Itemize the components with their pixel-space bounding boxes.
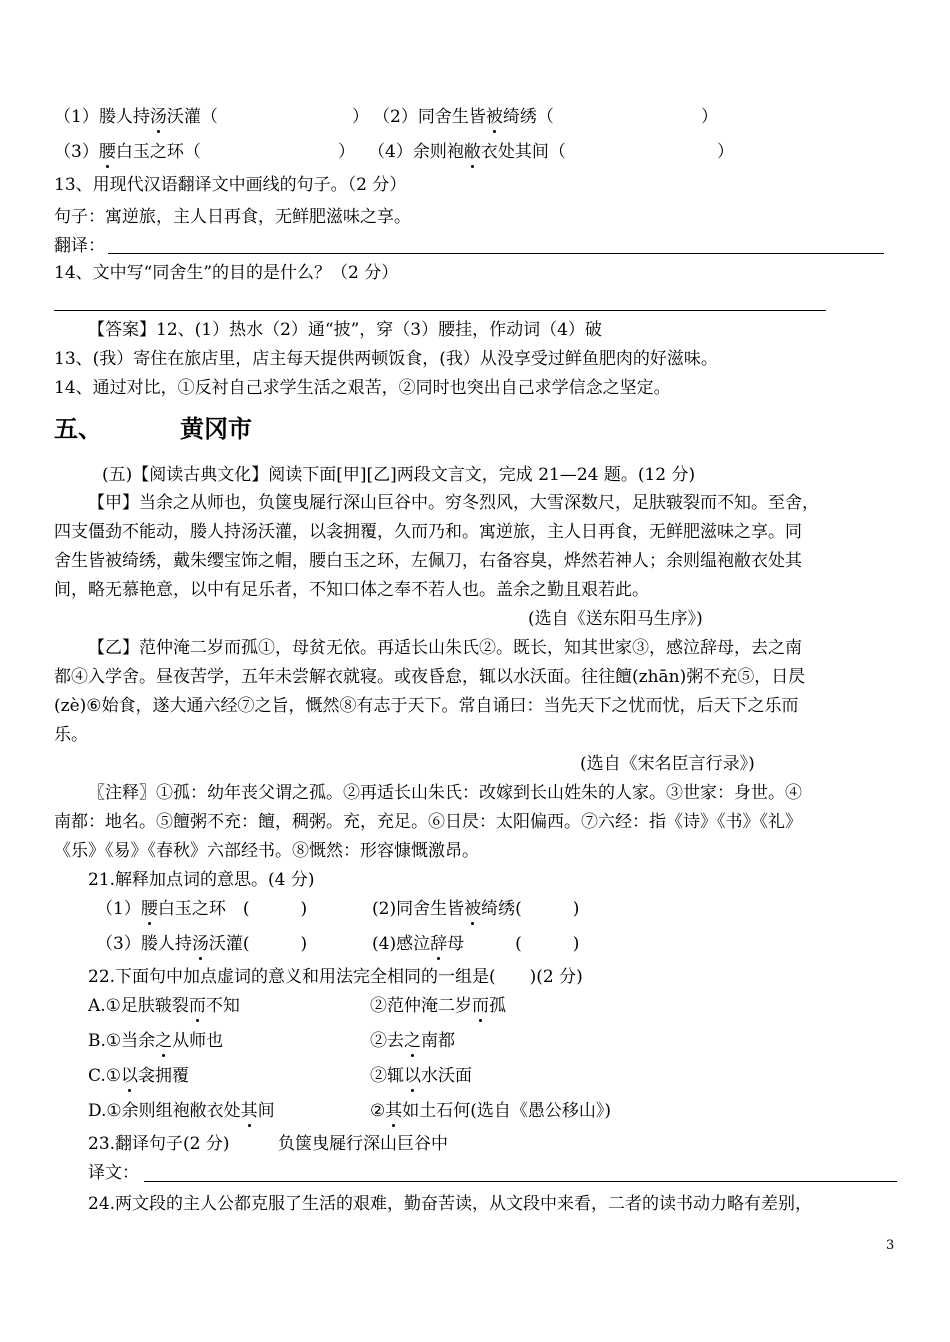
q22-option-c-right: ②辄以水沃面: [370, 1066, 472, 1086]
answer-blank-line: [54, 310, 826, 311]
q12-item-4-close: ）: [717, 142, 734, 162]
passage-yi-line: 都④入学舍。昼夜苦学，五年未尝解衣就寝。或夜昏怠，辄以水沃面。往往饘(zhān)粥不充⑤，日昃: [54, 667, 806, 687]
q22-option-d-right: ②其如土石何(选自《愚公移山》): [370, 1101, 612, 1121]
notes-line: 《乐》《易》《春秋》六部经书。⑧慨然：形容慷慨激昂。: [54, 841, 479, 861]
q23-stem: 23.翻译句子(2 分): [88, 1134, 230, 1154]
q12-item-1: （1）媵人持汤沃灌（: [54, 107, 218, 127]
dotted-char: 汤: [191, 934, 209, 954]
q23-translate-label: 译文：: [88, 1163, 139, 1183]
section-number: 五、: [54, 415, 102, 443]
dotted-char: 其: [385, 1101, 403, 1121]
dotted-char: 辞: [430, 934, 448, 954]
passage-jia-line: 舍生皆被绮绣，戴朱缨宝饰之帽，腰白玉之环，左佩刀，右备容臭，烨然若神人；余则缊袍敝衣处其: [54, 551, 802, 571]
passage-jia-line: 四支僵劲不能动，媵人持汤沃灌，以衾拥覆，久而乃和。寓逆旅，主人日再食，无鲜肥滋味之享。同: [54, 522, 802, 542]
passage-jia-line: 间，略无慕艳意，以中有足乐者，不知口体之奉不若人也。盖余之勤且艰若此。: [54, 580, 649, 600]
passage-yi-line: 【乙】范仲淹二岁而孤①，母贫无依。再适长山朱氏②。既长，知其世家③，感泣辞母，去之南: [88, 638, 802, 658]
dotted-char: 腰: [98, 142, 116, 162]
q12-item-3-close: ）: [338, 142, 355, 162]
q22-option-a-left: A.①足肤皲裂而不知: [88, 996, 240, 1016]
q21-item-4: (4)感泣辞母 ( ): [372, 934, 580, 954]
passage-jia-source: (选自《送东阳马生序》): [528, 609, 703, 629]
dotted-char: 其: [240, 1101, 258, 1121]
answer-blank-line: [108, 253, 884, 254]
q12-item-1-close: ）: [352, 107, 369, 127]
q21-item-1: （1）腰白玉之环 ( ): [96, 899, 308, 919]
q12-item-3: （3）腰白玉之环（: [54, 142, 201, 162]
q24-stem: 24.两文段的主人公都克服了生活的艰难，勤奋苦读，从文段中来看，二者的读书动力略有差别，: [88, 1194, 813, 1214]
dotted-char: 而: [472, 996, 489, 1016]
dotted-char: 以: [121, 1066, 139, 1086]
answer-12: 【答案】12、(1）热水（2）通“披”，穿（3）腰挂，作动词（4）破: [88, 320, 602, 340]
dotted-char: 被: [464, 899, 482, 919]
q12-item-2-close: ）: [701, 107, 718, 127]
dotted-char: 而: [188, 996, 206, 1016]
passage-jia-line: 【甲】当余之从师也，负箧曳屣行深山巨谷中。穷冬烈风，大雪深数尺，足肤皲裂而不知。至舍，: [88, 493, 819, 513]
dotted-char: 以: [404, 1066, 421, 1086]
q14-stem: 14、文中写“同舍生”的目的是什么？（2 分）: [54, 263, 399, 283]
q13-translate-label: 翻译：: [54, 236, 105, 256]
q21-item-2: (2)同舍生皆被绮绣( ): [372, 899, 580, 919]
q12-item-2: （2）同舍生皆被绮绣（: [373, 107, 554, 127]
dotted-char: 之: [155, 1031, 173, 1051]
q22-option-b-right: ②去之南都: [370, 1031, 455, 1051]
q22-stem: 22.下面句中加点虚词的意义和用法完全相同的一组是( )(2 分): [88, 967, 583, 987]
q13-stem: 13、用现代汉语翻译文中画线的句子。（2 分）: [54, 175, 407, 195]
page-number: 3: [886, 1238, 895, 1253]
dotted-char: 之: [404, 1031, 421, 1051]
q12-item-4: （4）余则袍敝衣处其间（: [368, 142, 566, 162]
passage-intro: (五)【阅读古典文化】阅读下面[甲][乙]两段文言文，完成 21—24 题。(12 分): [102, 465, 696, 485]
answer-14: 14、通过对比，①反衬自己求学生活之艰苦，②同时也突出自己求学信念之坚定。: [54, 378, 671, 398]
q21-item-3: （3）媵人持汤沃灌( ): [96, 934, 308, 954]
q23-sentence: 负箧曳屣行深山巨谷中: [278, 1134, 448, 1154]
q21-stem: 21.解释加点词的意思。(4 分): [88, 870, 315, 890]
dotted-char: 腰: [140, 899, 158, 919]
passage-yi-line: (zè)⑥始食，遂大通六经⑦之旨，慨然⑧有志于天下。常自诵曰：当先天下之忧而忧，后天下之乐而: [54, 696, 799, 716]
passage-yi-line: 乐。: [54, 725, 88, 745]
section-title: 黄冈市: [180, 415, 252, 443]
q22-option-a-right: ②范仲淹二岁而孤: [370, 996, 506, 1016]
q13-sentence: 句子：寓逆旅，主人日再食，无鲜肥滋味之享。: [54, 207, 411, 227]
q22-option-b-left: B.①当余之从师也: [88, 1031, 224, 1051]
answer-13: 13、(我）寄住在旅店里，店主每天提供两顿饭食，(我）从没享受过鲜鱼肥肉的好滋味。: [54, 349, 718, 369]
notes-line: 〖注释〗①孤：幼年丧父谓之孤。②再适长山朱氏：改嫁到长山姓朱的人家。③世家：身世。④: [88, 783, 802, 803]
dotted-char: 被: [485, 107, 503, 127]
answer-blank-line: [144, 1181, 897, 1182]
q22-option-c-left: C.①以衾拥覆: [88, 1066, 190, 1086]
q22-option-d-left: D.①余则组袍敝衣处其间: [88, 1101, 275, 1121]
dotted-char: 汤: [149, 107, 167, 127]
dotted-char: 敝: [463, 142, 481, 162]
passage-yi-source: (选自《宋名臣言行录》): [580, 754, 755, 774]
notes-line: 南都：地名。⑤饘粥不充：饘，稠粥。充，充足。⑥日昃：太阳偏西。⑦六经：指《诗》《书》《礼》: [54, 812, 802, 832]
